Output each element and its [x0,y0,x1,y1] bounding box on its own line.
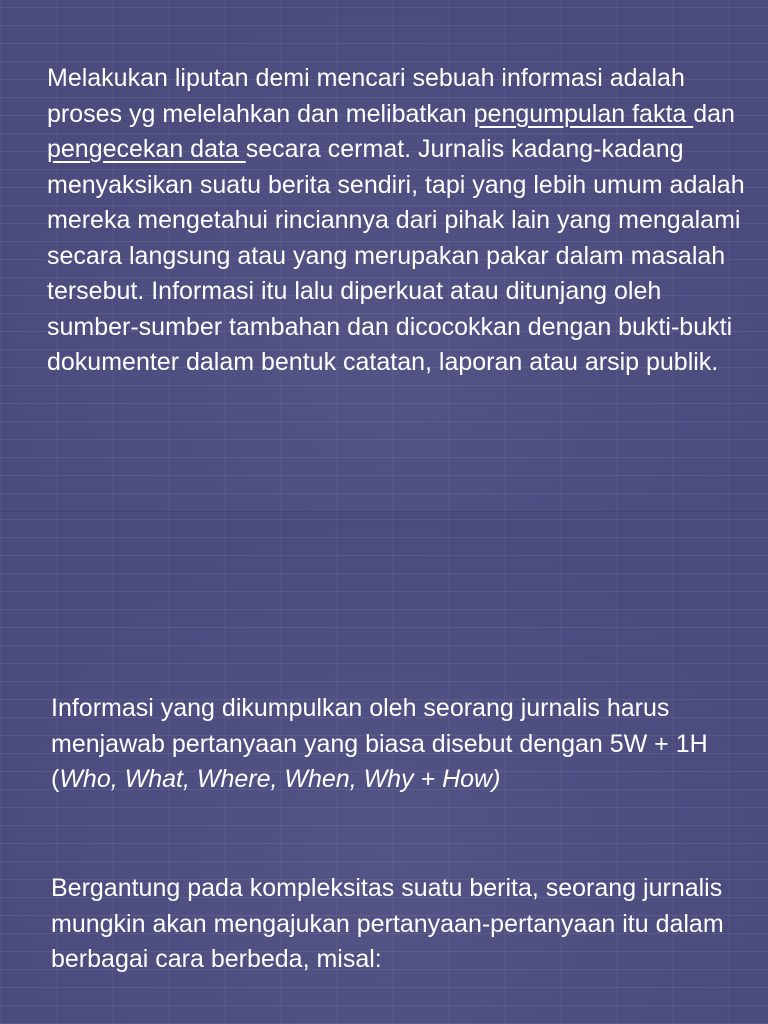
paragraph-5w1h-text: Informasi yang dikumpulkan oleh seorang jurnalis harus menjawab pertanyaan yang biasa disebut dengan 5W + 1H ( [51,694,708,793]
slide-2-paragraph-5w1h [51,691,751,798]
slide-2 [0,512,768,1024]
data-checking-link[interactable]: pengecekan data [47,135,246,163]
slide-1-paragraph [47,61,747,381]
paragraph-5w1h-italic: Who, What, Where, When, Why + How) [59,765,501,793]
paragraph-text-part-3: secara cermat. Jurnalis kadang-kadang menyaksikan suatu berita sendiri, tapi yang lebih umum adalah mereka mengetahui rinciannya dari pihak lain yang mengalami secara langsung atau yang merupakan pakar dalam masalah tersebut. Informasi itu lalu diperkuat atau ditunjang oleh sumber-sumber tambahan dan dicocokkan dengan bukti-bukti dokumenter dalam bentuk catatan, laporan atau arsip publik. [47,135,745,376]
slide-2-paragraph-complexity: Bergantung pada kompleksitas suatu berita, seorang jurnalis mungkin akan mengajukan pertanyaan-pertanyaan itu dalam berbagai cara berbeda, misal: [51,874,724,973]
paragraph-text-part-2: dan [693,99,735,128]
fact-gathering-link[interactable]: pengumpulan fakta [473,99,694,128]
paragraph-text-part-1: Melakukan liputan demi mencari sebuah informasi adalah proses yg melelahkan dan melibatkan [47,64,685,128]
